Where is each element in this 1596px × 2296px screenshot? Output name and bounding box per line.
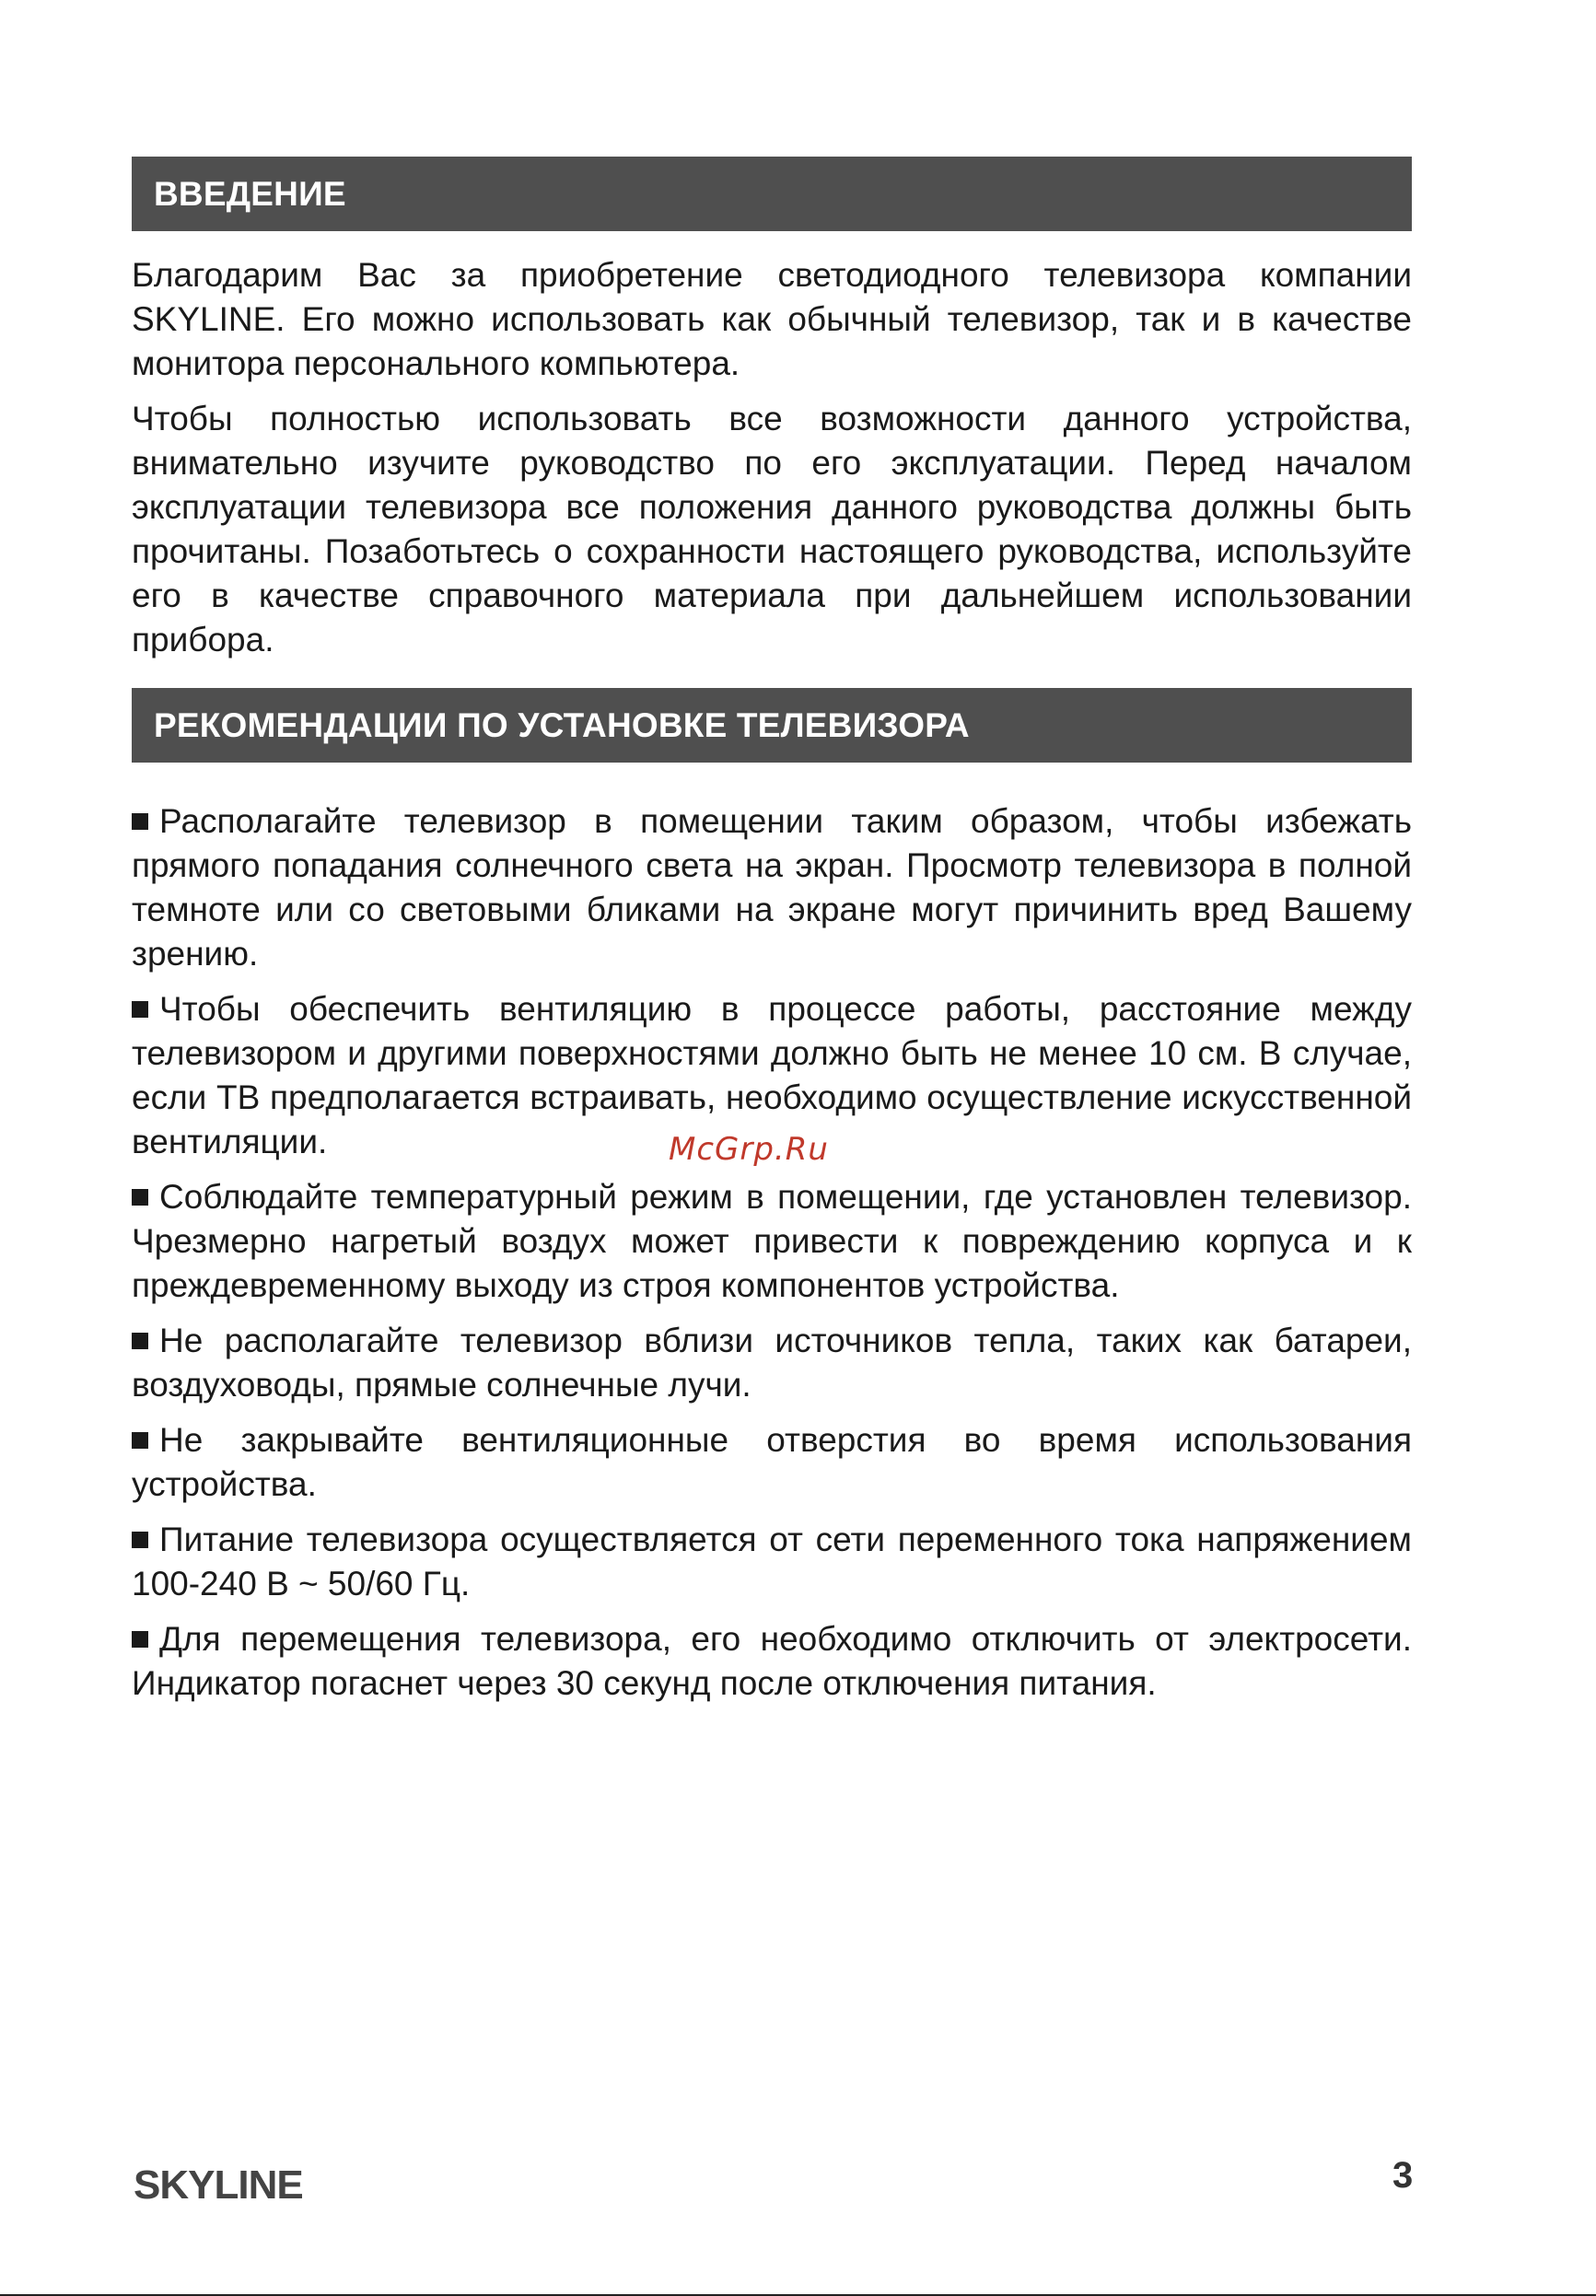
intro-paragraph: Благодарим Вас за приобретение светодиодного телевизора компании SKYLINE. Его можно использовать как обычный телевизор, так и в качестве монитора персонального компьютера.	[132, 256, 1412, 382]
square-bullet-icon	[132, 813, 148, 830]
list-item	[132, 1175, 1412, 1308]
introduction-body	[132, 253, 1412, 662]
list-item	[132, 1418, 1412, 1507]
intro-paragraph: Чтобы полностью использовать все возможности данного устройства, внимательно изучите руководство по его эксплуатации. Перед началом эксплуатации телевизора все положения данного руководства должны быть прочитаны. Позаботьтесь о сохранности настоящего руководства, используйте его в качестве справочного материала при дальнейшем использовании прибора.	[132, 400, 1412, 658]
list-item-text: Располагайте телевизор в помещении таким образом, чтобы избежать прямого попадания солнечного света на экран. Просмотр телевизора в полной темноте или со световыми бликами на экране могут причинить вред Вашему зрению.	[132, 802, 1412, 973]
page-content	[132, 157, 1412, 1717]
brand-logo: SKYLINE	[134, 2162, 303, 2208]
list-item	[132, 1617, 1412, 1706]
list-item	[132, 1518, 1412, 1606]
square-bullet-icon	[132, 1001, 148, 1018]
list-item-text: Чтобы обеспечить вентиляцию в процессе работы, расстояние между телевизором и другими поверхностями должно быть не менее 10 см. В случае, если ТВ предполагается встраивать, необходимо осуществление искусственной вентиляции.	[132, 990, 1412, 1160]
list-item-text: Соблюдайте температурный режим в помещении, где установлен телевизор. Чрезмерно нагретый воздух может привести к повреждению корпуса и к преждевременному выходу из строя компонентов устройства.	[132, 1178, 1412, 1304]
list-item	[132, 799, 1412, 976]
square-bullet-icon	[132, 1532, 148, 1548]
list-item-text: Не располагайте телевизор вблизи источников тепла, таких как батареи, воздуховоды, прямые солнечные лучи.	[132, 1322, 1412, 1404]
recommendations-list	[132, 799, 1412, 1706]
page-number: 3	[1392, 2155, 1414, 2196]
list-item	[132, 1319, 1412, 1407]
square-bullet-icon	[132, 1432, 148, 1449]
list-item-text: Питание телевизора осуществляется от сети переменного тока напряжением 100-240 В ~ 50/60 Гц.	[132, 1521, 1412, 1603]
square-bullet-icon	[132, 1333, 148, 1349]
square-bullet-icon	[132, 1189, 148, 1206]
square-bullet-icon	[132, 1631, 148, 1648]
section-title: ВВЕДЕНИЕ	[154, 174, 346, 213]
list-item-text: Не закрывайте вентиляционные отверстия во время использования устройства.	[132, 1421, 1412, 1503]
watermark: McGrp.Ru	[669, 1131, 829, 1168]
section-header-introduction	[132, 157, 1412, 231]
section-title: РЕКОМЕНДАЦИИ ПО УСТАНОВКЕ ТЕЛЕВИЗОРА	[154, 705, 970, 744]
list-item-text: Для перемещения телевизора, его необходимо отключить от электросети. Индикатор погаснет через 30 секунд после отключения питания.	[132, 1620, 1412, 1702]
section-header-installation	[132, 688, 1412, 763]
